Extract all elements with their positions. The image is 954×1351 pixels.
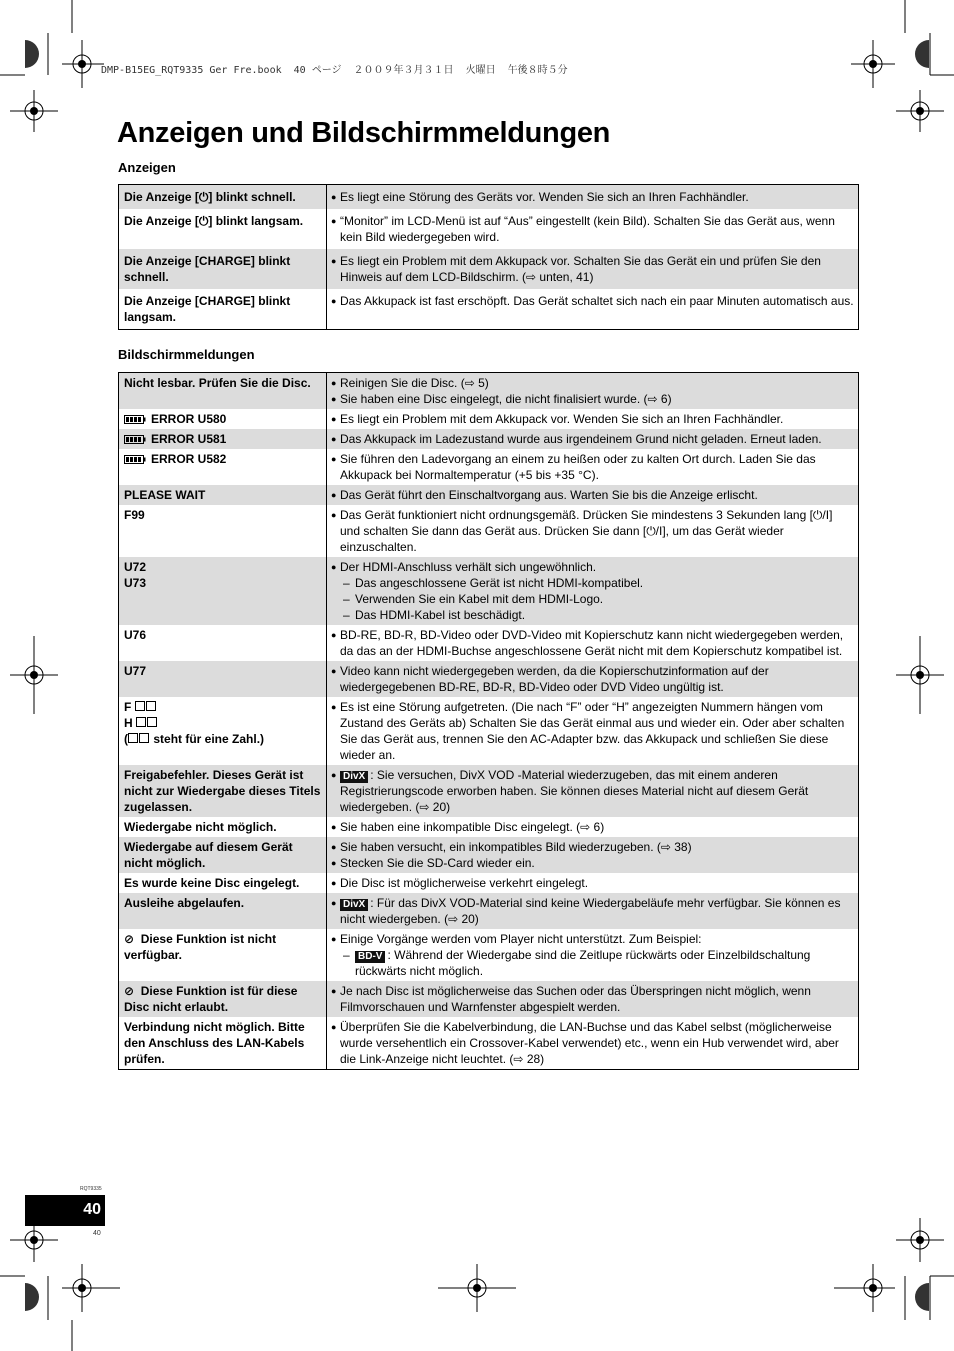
indicator-table <box>118 184 859 330</box>
digit-placeholder-icon <box>135 701 145 711</box>
row-text: ● DivX : Für das DivX VOD-Material sind keine Wiedergabeläufe mehr verfügbar. Sie können es nicht wiedergeben. (⇨ 20) <box>327 893 859 929</box>
battery-icon <box>124 435 146 444</box>
section-heading-anzeigen: Anzeigen <box>118 160 176 175</box>
row-text: ● DivX : Sie versuchen, DivX VOD -Material wiederzugeben, das mit einem anderen Registrierungscode erworben haben. Sie können dieses Material nicht auf diesem Gerät wiedergeben. (⇨ 20) <box>327 765 859 817</box>
table-row <box>119 485 859 505</box>
print-header-line: DMP-B15EG_RQT9335 Ger Fre.book 40 ページ ２００９年３月３１日 火曜日 午後８時５分 <box>101 65 568 76</box>
table-row <box>119 505 859 557</box>
screen-message-table <box>118 372 859 1070</box>
table-row <box>119 449 859 485</box>
row-key: Verbindung nicht möglich. Bitte den Anschluss des LAN-Kabels prüfen. <box>119 1017 327 1070</box>
table-row <box>119 893 859 929</box>
table-row <box>119 625 859 661</box>
row-key: ERROR U580 <box>119 409 327 429</box>
table-row <box>119 981 859 1017</box>
row-text: ● Die Disc ist möglicherweise verkehrt eingelegt. <box>327 873 859 893</box>
row-key: F99 <box>119 505 327 557</box>
row-text: ● Der HDMI-Anschluss verhält sich ungewöhnlich. – Das angeschlossene Gerät ist nicht HDMI-kompatibel. – Verwenden Sie ein Kabel mit dem HDMI-Logo. – Das HDMI-Kabel ist beschädigt. <box>327 557 859 625</box>
row-key: Ausleihe abgelaufen. <box>119 893 327 929</box>
battery-icon <box>124 415 146 424</box>
row-key: ⊘ Diese Funktion ist nicht verfügbar. <box>119 929 327 981</box>
row-text: ● Es liegt ein Problem mit dem Akkupack vor. Wenden Sie sich an Ihren Fachhändler. <box>327 409 859 429</box>
row-key: Die Anzeige [⏻] blinkt langsam. <box>119 209 327 249</box>
row-text: ● BD-RE, BD-R, BD-Video oder DVD-Video mit Kopierschutz kann nicht wiedergegeben werden, da das an der HDMI-Buchse angeschlossene Gerät nicht mit dem Kopierschutz kompatibel ist. <box>327 625 859 661</box>
table-row <box>119 429 859 449</box>
digit-placeholder-icon <box>136 717 146 727</box>
row-text: ● Das Gerät führt den Einschaltvorgang aus. Warten Sie bis die Anzeige erlischt. <box>327 485 859 505</box>
battery-icon <box>124 455 146 464</box>
table-row <box>119 373 859 410</box>
table-row <box>119 873 859 893</box>
row-text: ● Es ist eine Störung aufgetreten. (Die nach “F” oder “H” angezeigten Nummern hängen vom Zustand des Geräts ab) Schalten Sie das Gerät einmal aus und wieder ein. Oder aber schalten Sie das Gerät aus, trennen Sie den AC-Adapter bzw. das Akkupack und schließen Sie diese wieder an. <box>327 697 859 765</box>
row-text: ● Reinigen Sie die Disc. (⇨ 5) ● Sie haben eine Disc eingelegt, die nicht finalisiert wurde. (⇨ 6) <box>327 373 859 410</box>
table-row <box>119 289 859 330</box>
row-key: Die Anzeige [⏻] blinkt schnell. <box>119 185 327 210</box>
table-row <box>119 209 859 249</box>
table-row <box>119 929 859 981</box>
divx-tag: DivX <box>340 771 368 783</box>
row-text: ● Sie haben eine inkompatible Disc eingelegt. (⇨ 6) <box>327 817 859 837</box>
row-text: ● Je nach Disc ist möglicherweise das Suchen oder das Überspringen nicht möglich, wenn Filmvorschauen und Warnfenster abgespielt werden. <box>327 981 859 1017</box>
table-row <box>119 557 859 625</box>
row-key: U72 U73 <box>119 557 327 625</box>
page-number-small: 40 <box>93 1230 101 1237</box>
row-text: ● Es liegt ein Problem mit dem Akkupack vor. Schalten Sie das Gerät ein und prüfen Sie den Hinweis auf dem LCD-Bildschirm. (⇨ unten, 41) <box>327 249 859 289</box>
row-text: ● Überprüfen Sie die Kabelverbindung, die LAN-Buchse und das Kabel selbst (möglicherweise wurde versehentlich ein Crossover-Kabel verwendet) etc., wenn ein Hub verwendet wird, aber die Link-Anzeige nicht leuchtet. (⇨ 28) <box>327 1017 859 1070</box>
row-key: Die Anzeige [CHARGE] blinkt schnell. <box>119 249 327 289</box>
row-key: Wiedergabe nicht möglich. <box>119 817 327 837</box>
digit-placeholder-icon <box>147 717 157 727</box>
prohibited-icon: ⊘ <box>124 984 135 998</box>
row-key: Nicht lesbar. Prüfen Sie die Disc. <box>119 373 327 410</box>
model-code: RQT9335 <box>80 1186 102 1192</box>
row-key: ⊘ Diese Funktion ist für diese Disc nicht erlaubt. <box>119 981 327 1017</box>
row-key: U77 <box>119 661 327 697</box>
row-key: Wiedergabe auf diesem Gerät nicht möglich. <box>119 837 327 873</box>
divx-tag: DivX <box>340 899 368 911</box>
row-text: ● Sie haben versucht, ein inkompatibles Bild wiederzugeben. (⇨ 38) ● Stecken Sie die SD-Card wieder ein. <box>327 837 859 873</box>
row-key: Es wurde keine Disc eingelegt. <box>119 873 327 893</box>
row-key: F H ( steht für eine Zahl.) <box>119 697 327 765</box>
table-row <box>119 409 859 429</box>
page-number: 40 <box>25 1195 105 1226</box>
row-text: ● Es liegt eine Störung des Geräts vor. Wenden Sie sich an Ihren Fachhändler. <box>327 185 859 210</box>
table-row <box>119 661 859 697</box>
table-row <box>119 765 859 817</box>
row-key: ERROR U582 <box>119 449 327 485</box>
digit-placeholder-icon <box>146 701 156 711</box>
row-text: ● Einige Vorgänge werden vom Player nicht unterstützt. Zum Beispiel: – BD-V : Während der Wiedergabe sind die Zeitlupe rückwärts oder Einzelbildschaltung rückwärts nicht möglich. <box>327 929 859 981</box>
row-text: ● “Monitor” im LCD-Menü ist auf “Aus” eingestellt (kein Bild). Schalten Sie das Gerät aus, wenn kein Bild wiedergegeben wird. <box>327 209 859 249</box>
digit-placeholder-icon <box>139 733 149 743</box>
table-row <box>119 837 859 873</box>
table-row <box>119 185 859 210</box>
section-heading-bildschirmmeldungen: Bildschirmmeldungen <box>118 347 255 362</box>
row-text: ● Video kann nicht wiedergegeben werden, da die Kopierschutzinformation auf der wiedergegebenen BD-RE, BD-R, BD-Video oder DVD Video ungültig ist. <box>327 661 859 697</box>
table-row <box>119 817 859 837</box>
row-text: ● Das Akkupack im Ladezustand wurde aus irgendeinem Grund nicht geladen. Erneut laden. <box>327 429 859 449</box>
row-key: Die Anzeige [CHARGE] blinkt langsam. <box>119 289 327 330</box>
page-title: Anzeigen und Bildschirmmeldungen <box>117 117 611 149</box>
prohibited-icon: ⊘ <box>124 932 135 946</box>
digit-placeholder-icon <box>128 733 138 743</box>
row-key: U76 <box>119 625 327 661</box>
row-key: PLEASE WAIT <box>119 485 327 505</box>
row-key: ERROR U581 <box>119 429 327 449</box>
table-row <box>119 1017 859 1070</box>
table-row <box>119 249 859 289</box>
row-key: Freigabefehler. Dieses Gerät ist nicht zur Wiedergabe dieses Titels zugelassen. <box>119 765 327 817</box>
row-text: ● Das Akkupack ist fast erschöpft. Das Gerät schaltet sich nach ein paar Minuten automatisch aus. <box>327 289 859 330</box>
table-row <box>119 697 859 765</box>
row-text: ● Das Gerät funktioniert nicht ordnungsgemäß. Drücken Sie mindestens 3 Sekunden lang [⏻/I] und schalten Sie dann das Gerät aus. Drücken Sie dann [⏻/I], um das Gerät wieder einzuschalten. <box>327 505 859 557</box>
bd-video-tag: BD-V <box>355 951 385 963</box>
row-text: ● Sie führen den Ladevorgang an einem zu heißen oder zu kalten Ort durch. Laden Sie das Akkupack bei Normaltemperatur (+5 bis +35 °C). <box>327 449 859 485</box>
